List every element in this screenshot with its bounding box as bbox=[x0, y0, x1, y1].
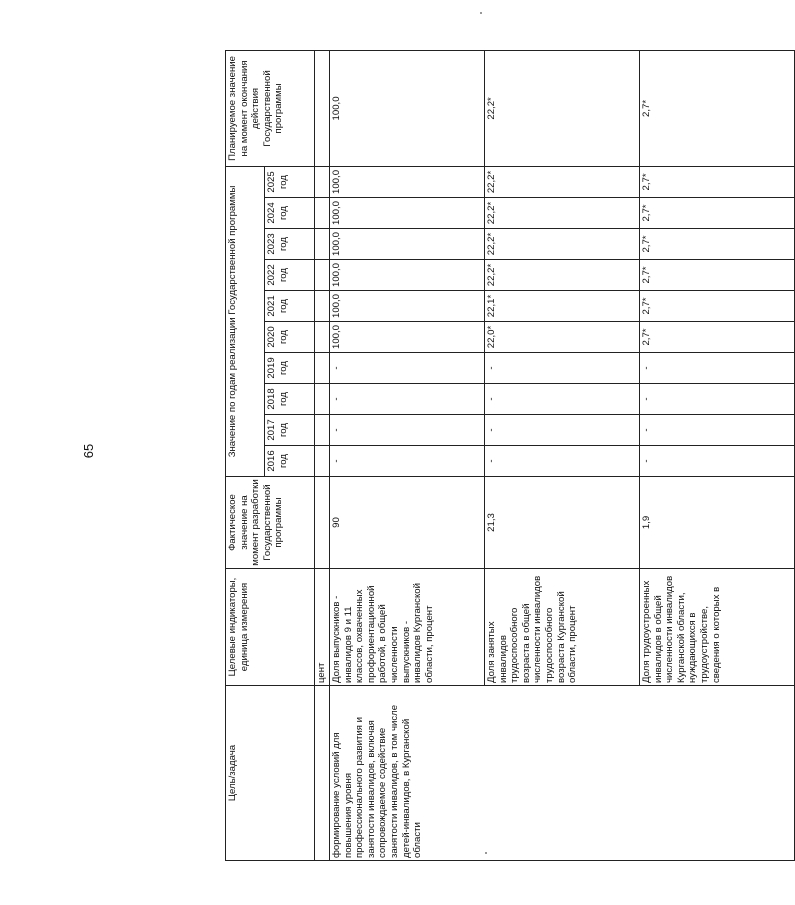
year-value-cell: - bbox=[330, 446, 485, 477]
year-value-cell: - bbox=[330, 384, 485, 415]
year-value-cell: - bbox=[485, 353, 640, 384]
year-value-cell: 22,2* bbox=[485, 166, 640, 197]
year-header: 2019 год bbox=[265, 353, 315, 384]
year-value-cell: - bbox=[640, 384, 795, 415]
header-row bbox=[226, 50, 265, 860]
year-value-cell: 100,0 bbox=[330, 291, 485, 322]
year-value-cell: - bbox=[330, 353, 485, 384]
year-value-cell: 2,7* bbox=[640, 198, 795, 229]
year-value-cell: - bbox=[485, 384, 640, 415]
rotated-table-area bbox=[225, 51, 785, 861]
year-value-cell: 100,0 bbox=[330, 198, 485, 229]
year-header: 2017 год bbox=[265, 415, 315, 446]
indicator-cell: Доля занятых инвалидов трудоспособного возраста в общей численности инвалидов трудоспособного возраста Курганской области, процент bbox=[485, 569, 640, 686]
year-value-cell: 100,0 bbox=[330, 229, 485, 260]
scan-dot bbox=[480, 12, 482, 14]
year-value-cell: 2,7* bbox=[640, 260, 795, 291]
year-value-cell: 2,7* bbox=[640, 229, 795, 260]
year-value-cell: 22,2* bbox=[485, 260, 640, 291]
year-header: 2024 год bbox=[265, 198, 315, 229]
year-value-cell: 100,0 bbox=[330, 260, 485, 291]
carry-over-indicator: цент bbox=[315, 569, 330, 686]
actual-value-cell: 1,9 bbox=[640, 477, 795, 569]
year-header: 2025 год bbox=[265, 166, 315, 197]
year-value-cell: - bbox=[485, 446, 640, 477]
year-header: 2016 год bbox=[265, 446, 315, 477]
year-header: 2022 год bbox=[265, 260, 315, 291]
by-year-header: Значение по годам реализации Государственной программы bbox=[226, 166, 265, 476]
carry-over-row bbox=[315, 50, 330, 860]
planned-value-cell: 100,0 bbox=[330, 50, 485, 166]
year-value-cell: - bbox=[640, 446, 795, 477]
year-value-cell: 100,0 bbox=[330, 166, 485, 197]
planned-value-cell: 22,2* bbox=[485, 50, 640, 166]
planned-value-header: Планируемое значение на момент окончания действия Государственной программы bbox=[226, 50, 315, 166]
year-value-cell: - bbox=[640, 415, 795, 446]
year-header: 2018 год bbox=[265, 384, 315, 415]
indicator-cell: Доля выпускников - инвалидов 9 и 11 классов, охваченных профориентационной работой, в общей численности выпускников - инвалидов Курганской области, процент bbox=[330, 569, 485, 686]
planned-value-cell: 2,7* bbox=[640, 50, 795, 166]
year-value-cell: 22,2* bbox=[485, 198, 640, 229]
goal-header: Цель/задача bbox=[226, 686, 315, 861]
actual-value-header: Фактическое значение на момент разработки Государственной программы bbox=[226, 477, 315, 569]
year-value-cell: 22,0* bbox=[485, 322, 640, 353]
year-value-cell: - bbox=[485, 415, 640, 446]
goal-cell-empty bbox=[315, 686, 330, 861]
year-value-cell: 2,7* bbox=[640, 322, 795, 353]
indicator-cell: Доля трудоустроенных инвалидов в общей численности инвалидов Курганской области, нуждающихся в трудоустройстве, сведения о которых в bbox=[640, 569, 795, 686]
table-row bbox=[330, 50, 485, 860]
table-sheet bbox=[225, 51, 785, 861]
program-indicators-table bbox=[225, 50, 795, 861]
year-value-cell: 22,2* bbox=[485, 229, 640, 260]
year-value-cell: - bbox=[330, 415, 485, 446]
indicator-header: Целевые индикаторы, единица измерения bbox=[226, 569, 315, 686]
actual-value-cell: 90 bbox=[330, 477, 485, 569]
year-header: 2023 год bbox=[265, 229, 315, 260]
year-value-cell: 2,7* bbox=[640, 291, 795, 322]
year-header: 2021 год bbox=[265, 291, 315, 322]
year-value-cell: 100,0 bbox=[330, 322, 485, 353]
goal-cell: формирование условий для повышения уровня профессионального развития и занятости инвалидов, включая сопровождаемое содействие занятости инвалидов, в том числе детей-инвалидов, в Курганской области bbox=[330, 686, 795, 861]
year-value-cell: 22,1* bbox=[485, 291, 640, 322]
year-value-cell: - bbox=[640, 353, 795, 384]
actual-value-cell: 21,3 bbox=[485, 477, 640, 569]
year-header: 2020 год bbox=[265, 322, 315, 353]
page-number: 65 bbox=[81, 443, 96, 459]
year-value-cell: 2,7* bbox=[640, 166, 795, 197]
